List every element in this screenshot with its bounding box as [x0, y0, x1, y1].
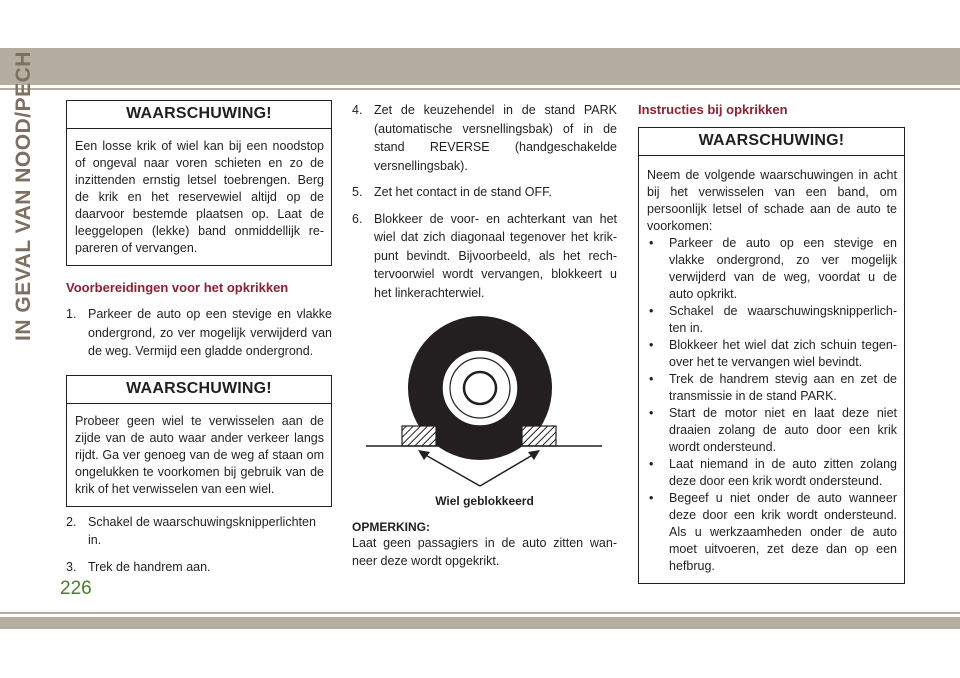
step-text: Blokkeer de voor- en achterkant van het wiel dat zich diagonaal tegenover het krik-punt bevindt. Bijvoorbeeld, als het rech-tervoorwiel wordt vervangen, blokkeert u het linkerachterwiel. — [374, 211, 617, 300]
section-heading-preparation: Voorbereidingen voor het opkrikken — [66, 280, 289, 295]
column-left — [66, 100, 332, 584]
warning-intro: Neem de volgende waarschuwingen in acht bij het verwisselen van een band, om persoonlijk letsel of schade aan de auto te voorkomen: — [647, 168, 897, 233]
step-text: Parkeer de auto op een stevige en vlakke ondergrond, zo ver mogelijk verwijderd van de weg. Vermijd een gladde ondergrond. — [88, 307, 332, 358]
note-title: OPMERKING: — [352, 520, 430, 534]
wheel-blocked-figure — [352, 310, 617, 506]
figure-caption: Wiel geblokkeerd — [435, 494, 534, 508]
page-number: 226 — [60, 578, 92, 599]
bullet-item: • Trek de handrem stevig aan en zet de transmissie in de stand PARK. — [649, 372, 897, 403]
warning-box-jacking — [638, 127, 905, 584]
bullet-item: • Blokkeer het wiel dat zich schuin tegen-over het te vervangen wiel bevindt. — [649, 338, 897, 369]
step-item — [66, 513, 332, 550]
warning-text: Probeer geen wiel te verwisselen aan de zijde van de auto waar ander verkeer langs rijdt. Ga ver genoeg van de weg af staan om ongelukken te voorkomen bij gebruik van de krik of het verwisselen van een wiel. — [75, 413, 324, 496]
step-item — [66, 558, 332, 577]
warning-box-traffic-side — [66, 375, 332, 507]
warning-text: Een losse krik of wiel kan bij een noodstop of ongeval naar voren schieten en zo de inzittenden ernstig letsel toebrengen. Berg de krik en het reservewiel altijd op de daarvoor bestemde plaatsen op. Laat de leeggelopen (lekke) band onmiddellijk re-pareren of vervangen. — [75, 139, 324, 255]
bullet-item: • Schakel de waarschuwingsknipperlich-ten in. — [649, 304, 897, 335]
chock-rear-icon — [522, 426, 556, 446]
note-text: Laat geen passagiers in de auto zitten wan-neer deze wordt opgekrikt. — [352, 536, 617, 568]
chock-front-icon — [402, 426, 436, 446]
bullet-item: • Parkeer de auto op een stevige en vlakke ondergrond, zo ver mogelijk verwijderd van de weg, voordat u de auto opkrikt. — [649, 236, 897, 301]
step-item — [66, 305, 332, 361]
bullet-item: • Start de motor niet en laat deze niet draaien zolang de auto door een krik wordt ondersteund. — [649, 406, 897, 454]
step-item — [352, 101, 617, 175]
chapter-title: IN GEVAL VAN NOOD/PECH — [12, 51, 35, 341]
step-number: 6. — [352, 211, 363, 226]
column-right — [638, 88, 905, 584]
preparation-steps-more — [352, 101, 617, 302]
header-band — [0, 48, 960, 85]
wheel-chock-illustration — [352, 310, 617, 500]
step-text: Trek de handrem aan. — [88, 559, 211, 574]
hub-icon — [464, 372, 496, 404]
footer-band — [0, 617, 960, 629]
chapter-side-tab — [4, 51, 44, 341]
warning-title: WAARSCHUWING! — [639, 128, 904, 156]
step-item — [352, 210, 617, 303]
step-number: 5. — [352, 185, 363, 199]
step-number: 1. — [66, 307, 77, 321]
warning-box-loose-jack — [66, 100, 332, 266]
step-item — [352, 183, 617, 202]
step-text: Zet het contact in de stand OFF. — [374, 185, 552, 199]
warning-title: WAARSCHUWING! — [67, 101, 331, 129]
warning-bullet-list — [647, 235, 897, 575]
preparation-steps-cont — [66, 513, 332, 577]
step-number: 4. — [352, 103, 363, 117]
warning-content — [639, 156, 904, 583]
column-middle — [352, 101, 617, 570]
footer-rule — [0, 612, 960, 614]
bullet-item: • Begeef u niet onder de auto wanneer deze door een krik wordt ondersteund. Als u werkzaamheden onder de auto moet uitvoeren, zet deze dan op een hefbrug. — [649, 491, 897, 573]
step-text: Zet de keuzehendel in de stand PARK (automatische versnellingsbak) of in de stand REVERSE (handgeschakelde versnellingsbak). — [374, 103, 617, 173]
step-number: 2. — [66, 514, 77, 529]
step-number: 3. — [66, 559, 77, 574]
step-text: Schakel de waarschuwingsknipperlichten in. — [88, 514, 316, 547]
warning-title: WAARSCHUWING! — [67, 376, 331, 404]
section-heading-jacking: Instructies bij opkrikken — [638, 102, 788, 117]
preparation-steps — [66, 305, 332, 361]
bullet-item: • Laat niemand in de auto zitten zolang deze door een krik wordt ondersteund. — [649, 457, 897, 488]
